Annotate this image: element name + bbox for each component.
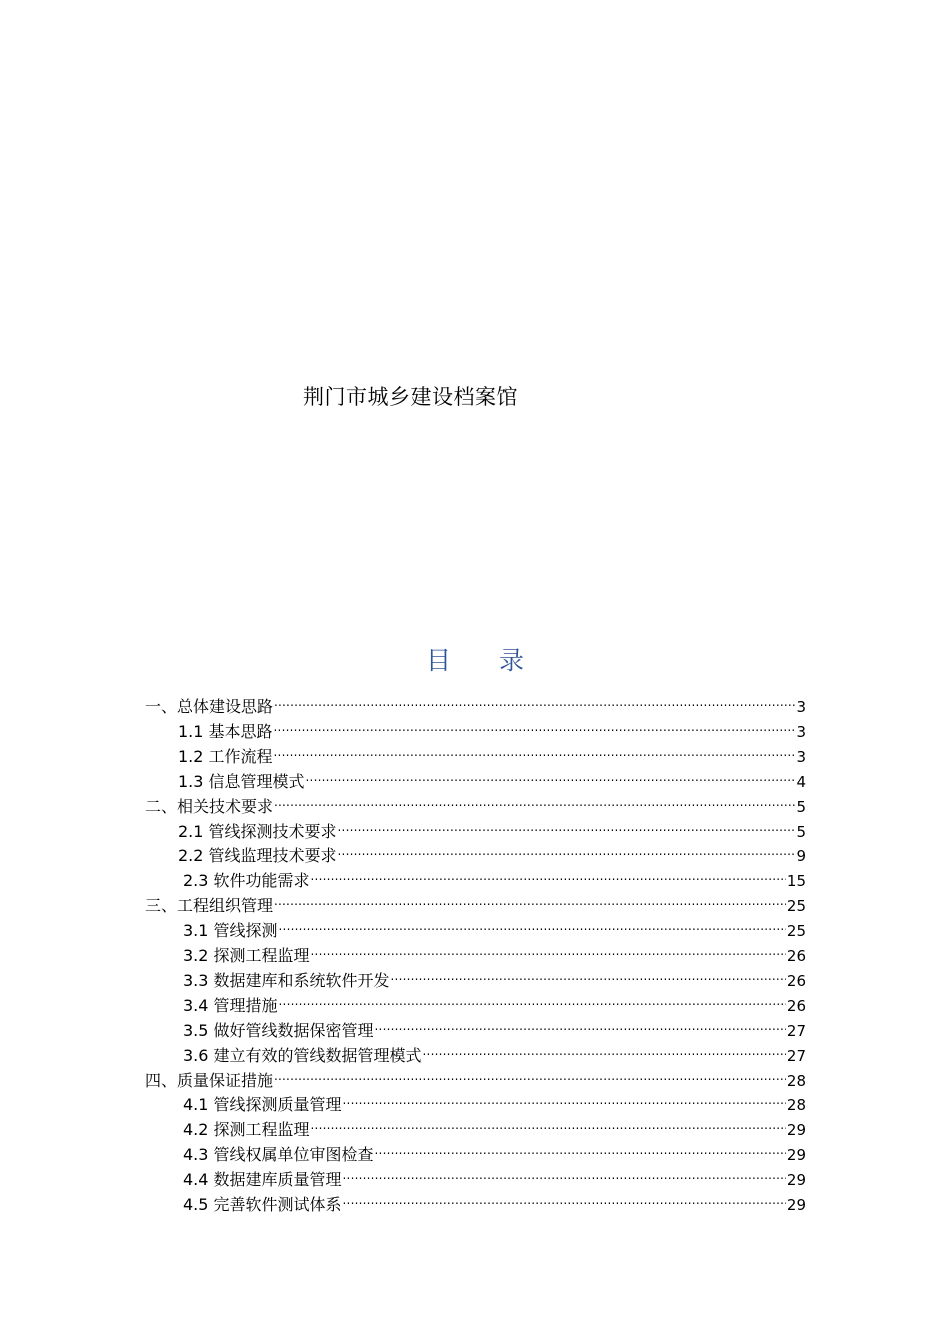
toc-entry[interactable] (183, 1186, 806, 1214)
toc-entry[interactable] (183, 962, 806, 990)
toc-dot-leader (391, 962, 786, 986)
toc-entry-page-number: 3 (796, 698, 806, 716)
toc-entry-label: 3.1 管线探测 (183, 921, 278, 941)
toc-entry-label: 4.4 数据建库质量管理 (183, 1170, 342, 1190)
toc-entry-page-number: 27 (786, 1021, 806, 1040)
toc-entry-label: 一、总体建设思路 (145, 697, 274, 716)
toc-entry-page-number: 28 (786, 1096, 806, 1115)
toc-entry-page-number: 25 (786, 897, 806, 916)
toc-dot-leader (274, 1062, 786, 1086)
toc-entry-label: 二、相关技术要求 (145, 796, 274, 816)
toc-entry[interactable] (178, 763, 806, 791)
toc-dot-leader (375, 1136, 786, 1160)
toc-entry-page-number: 27 (786, 1046, 806, 1065)
toc-entry[interactable] (145, 788, 806, 816)
toc-entry[interactable] (183, 1111, 806, 1140)
toc-entry-label: 4.5 完善软件测试体系 (183, 1195, 342, 1214)
toc-heading: 目 录 (426, 646, 544, 675)
toc-entry-label: 4.2 探测工程监理 (183, 1120, 310, 1140)
toc-entry[interactable] (178, 713, 806, 741)
toc-dot-leader (274, 738, 796, 762)
toc-entry-page-number: 26 (786, 996, 806, 1015)
toc-entry-label: 3.4 管理措施 (183, 995, 278, 1015)
toc-dot-leader (423, 1037, 786, 1061)
toc-entry[interactable] (183, 1037, 806, 1065)
toc-entry[interactable] (183, 1136, 806, 1165)
toc-entry-page-number: 5 (796, 797, 806, 816)
toc-entry-page-number: 29 (786, 1196, 806, 1214)
toc-entry-label: 2.1 管线探测技术要求 (178, 821, 337, 841)
toc-dot-leader (311, 937, 786, 961)
toc-entry[interactable] (183, 1086, 806, 1115)
toc-entry[interactable] (178, 837, 806, 866)
toc-entry[interactable] (183, 862, 806, 891)
toc-dot-leader (343, 1161, 786, 1185)
toc-entry-page-number: 4 (796, 772, 806, 791)
toc-entry-page-number: 3 (796, 722, 806, 741)
toc-entry[interactable] (183, 1012, 806, 1040)
document-org-title: 荆门市城乡建设档案馆 (303, 385, 518, 409)
toc-entry[interactable] (145, 1062, 806, 1090)
toc-entry-label: 3.5 做好管线数据保密管理 (183, 1020, 374, 1040)
toc-entry-page-number: 29 (786, 1171, 806, 1190)
toc-entry-page-number: 26 (786, 971, 806, 990)
toc-entry[interactable] (145, 688, 806, 716)
toc-dot-leader (279, 987, 786, 1011)
toc-dot-leader (343, 1186, 786, 1210)
toc-entry-label: 2.2 管线监理技术要求 (178, 846, 337, 866)
toc-entry-page-number: 28 (786, 1071, 806, 1090)
toc-dot-leader (274, 688, 795, 712)
toc-entry[interactable] (183, 937, 806, 965)
toc-dot-leader (311, 1111, 786, 1135)
toc-entry-label: 3.3 数据建库和系统软件开发 (183, 970, 390, 990)
toc-entry-page-number: 29 (786, 1146, 806, 1165)
toc-dot-leader (274, 887, 786, 911)
toc-entry-label: 4.1 管线探测质量管理 (183, 1095, 342, 1115)
toc-dot-leader (311, 862, 786, 886)
toc-entry-label: 1.3 信息管理模式 (178, 771, 305, 791)
toc-entry-page-number: 9 (796, 847, 806, 866)
toc-entry[interactable] (145, 887, 806, 916)
toc-dot-leader (279, 912, 786, 936)
toc-entry-page-number: 15 (786, 872, 806, 891)
toc-dot-leader (274, 788, 795, 812)
toc-entry-label: 4.3 管线权属单位审图检查 (183, 1145, 374, 1165)
toc-dot-leader (343, 1086, 786, 1110)
toc-entry-page-number: 5 (796, 822, 806, 841)
toc-dot-leader (338, 837, 796, 861)
toc-dot-leader (306, 763, 796, 787)
toc-entry-label: 3.2 探测工程监理 (183, 946, 310, 965)
toc-entry-label: 1.2 工作流程 (178, 746, 273, 766)
toc-entry-label: 四、质量保证措施 (145, 1070, 274, 1090)
toc-entry-page-number: 26 (786, 947, 806, 965)
toc-entry-label: 3.6 建立有效的管线数据管理模式 (183, 1045, 422, 1065)
toc-entry-label: 1.1 基本思路 (178, 721, 273, 741)
toc-entry[interactable] (183, 912, 806, 941)
toc-entry-page-number: 3 (796, 747, 806, 766)
toc-entry[interactable] (178, 813, 806, 841)
toc-entry-label: 2.3 软件功能需求 (183, 871, 310, 891)
toc-entry-page-number: 25 (786, 922, 806, 941)
toc-entry[interactable] (183, 987, 806, 1015)
toc-dot-leader (375, 1012, 786, 1036)
toc-dot-leader (274, 713, 796, 737)
toc-entry[interactable] (183, 1161, 806, 1190)
toc-entry[interactable] (178, 738, 806, 766)
toc-entry-label: 三、工程组织管理 (145, 896, 274, 916)
toc-dot-leader (338, 813, 796, 837)
toc-entry-page-number: 29 (786, 1121, 806, 1140)
